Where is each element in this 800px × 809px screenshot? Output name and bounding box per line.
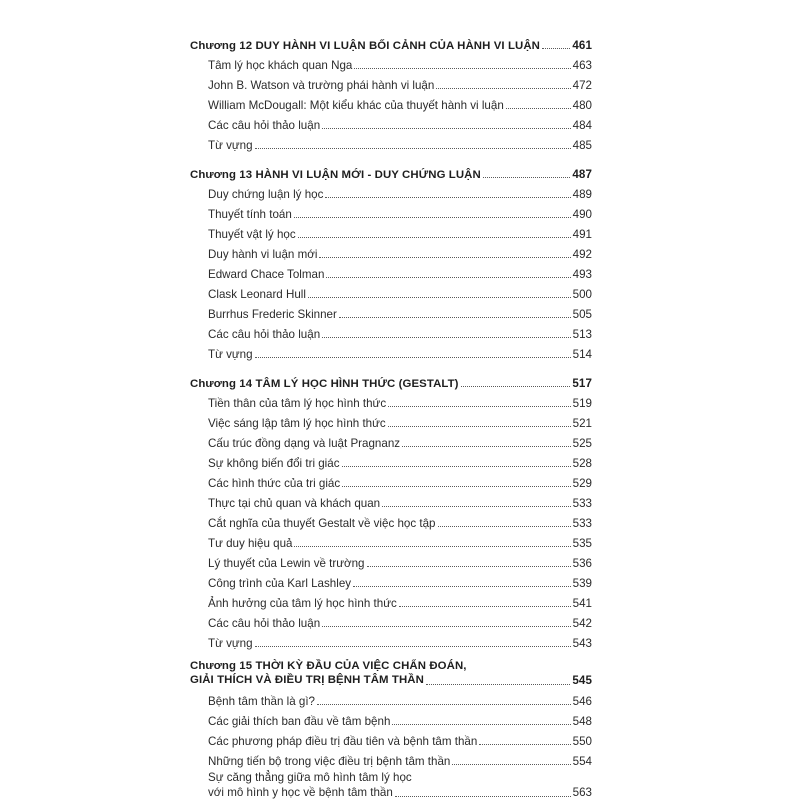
chapter-15	[190, 659, 592, 800]
entry-title: Edward Chace Tolman	[208, 268, 325, 281]
chapter-title: Chương 14 TÂM LÝ HỌC HÌNH THỨC (GESTALT)	[190, 378, 459, 390]
chapter-title: Chương 12 DUY HÀNH VI LUẬN BỐI CẢNH CỦA HÀNH VI LUẬN	[190, 40, 540, 52]
toc-entry	[208, 768, 592, 800]
toc-entry	[208, 570, 592, 590]
toc-entry	[208, 112, 592, 132]
leader-dots	[426, 684, 570, 685]
leader-dots	[479, 744, 570, 745]
leader-dots	[322, 337, 571, 338]
entry-page: 536	[572, 557, 592, 570]
toc-entry	[208, 301, 592, 321]
leader-dots	[353, 586, 571, 587]
entry-title: Tư duy hiệu quả	[208, 537, 293, 550]
entry-title: Các hình thức của tri giác	[208, 477, 341, 490]
entry-title: William McDougall: Một kiểu khác của thuyết hành vi luận	[208, 99, 504, 112]
entry-title: Thuyết tính toán	[208, 208, 292, 221]
leader-dots	[392, 724, 570, 725]
leader-dots	[325, 197, 570, 198]
leader-dots	[402, 446, 571, 447]
chapter-13	[190, 161, 592, 361]
leader-dots	[342, 466, 571, 467]
toc-entry	[208, 201, 592, 221]
entry-title: Cấu trúc đồng dạng và luật Pragnanz	[208, 437, 401, 450]
chapter-14	[190, 370, 592, 650]
leader-dots	[542, 48, 570, 49]
table-of-contents	[190, 32, 592, 809]
leader-dots	[354, 68, 570, 69]
entry-title: Tiền thân của tâm lý học hình thức	[208, 397, 387, 410]
entry-page: 480	[572, 99, 592, 112]
toc-entry	[208, 490, 592, 510]
toc-entry	[208, 708, 592, 728]
entry-title: Việc sáng lập tâm lý học hình thức	[208, 417, 386, 430]
entry-title: Các câu hỏi thảo luận	[208, 617, 321, 630]
toc-entry	[208, 450, 592, 470]
leader-dots	[388, 406, 571, 407]
toc-entry	[208, 590, 592, 610]
entry-page: 492	[572, 248, 592, 261]
leader-dots	[294, 217, 571, 218]
entry-page: 490	[572, 208, 592, 221]
entry-title: Thuyết vật lý học	[208, 228, 296, 241]
entry-page: 525	[572, 437, 592, 450]
entry-title: Sự không biến đổi tri giác	[208, 457, 340, 470]
chapter-title-line-2: GIẢI THÍCH VÀ ĐIỀU TRỊ BỆNH TÂM THẦN	[190, 674, 424, 686]
toc-entry	[208, 630, 592, 650]
entry-title: Duy chứng luận lý học	[208, 188, 324, 201]
toc-entry	[208, 72, 592, 92]
entry-page: 563	[572, 786, 592, 799]
leader-dots	[436, 88, 570, 89]
entry-page: 550	[572, 735, 592, 748]
leader-dots	[395, 796, 571, 797]
leader-dots	[339, 317, 571, 318]
entry-title: John B. Watson và trường phái hành vi luận	[208, 79, 435, 92]
chapter-12	[190, 32, 592, 152]
entry-page: 528	[572, 457, 592, 470]
entry-title: Cắt nghĩa của thuyết Gestalt về việc học tập	[208, 517, 436, 530]
entry-page: 484	[572, 119, 592, 132]
leader-dots	[308, 297, 571, 298]
toc-entry	[208, 281, 592, 301]
chapter-page: 517	[572, 377, 592, 390]
toc-entry	[208, 241, 592, 261]
toc-entry	[208, 321, 592, 341]
entry-page: 514	[572, 348, 592, 361]
entry-title: Clask Leonard Hull	[208, 288, 306, 301]
chapter-page: 545	[572, 674, 592, 687]
toc-entry	[208, 261, 592, 281]
entry-page: 548	[572, 715, 592, 728]
chapter-page: 461	[572, 39, 592, 52]
entry-title: Duy hành vi luận mới	[208, 248, 318, 261]
entry-page: 505	[572, 308, 592, 321]
entry-title: Công trình của Karl Lashley	[208, 577, 352, 590]
toc-entry	[208, 470, 592, 490]
toc-entry	[208, 341, 592, 361]
chapter-heading	[190, 32, 592, 52]
toc-entry	[208, 52, 592, 72]
toc-entry	[208, 390, 592, 410]
entry-title: Lý thuyết của Lewin về trường	[208, 557, 365, 570]
leader-dots	[388, 426, 571, 427]
chapter-heading	[190, 370, 592, 390]
leader-dots	[438, 526, 571, 527]
leader-dots	[483, 177, 571, 178]
toc-entry	[208, 181, 592, 201]
toc-entry	[208, 550, 592, 570]
entry-page: 533	[572, 517, 592, 530]
entry-page: 554	[572, 755, 592, 768]
toc-entry	[208, 748, 592, 768]
toc-entry	[208, 221, 592, 241]
leader-dots	[319, 257, 570, 258]
leader-dots	[399, 606, 571, 607]
chapter-heading	[190, 161, 592, 181]
entry-title: Các giải thích ban đầu về tâm bệnh	[208, 715, 391, 728]
toc-entry	[208, 430, 592, 450]
entry-page: 542	[572, 617, 592, 630]
entry-page: 485	[572, 139, 592, 152]
leader-dots	[452, 764, 570, 765]
toc-entry	[208, 610, 592, 630]
leader-dots	[342, 486, 571, 487]
entry-title: Bệnh tâm thần là gì?	[208, 695, 315, 708]
leader-dots	[506, 108, 571, 109]
toc-entry	[208, 510, 592, 530]
entry-page: 535	[572, 537, 592, 550]
entry-title: Từ vựng	[208, 139, 253, 152]
entry-page: 529	[572, 477, 592, 490]
entry-page: 519	[572, 397, 592, 410]
entry-page: 489	[572, 188, 592, 201]
chapter-heading	[190, 659, 592, 688]
leader-dots	[298, 237, 571, 238]
chapter-page: 487	[572, 168, 592, 181]
entry-title: Thực tại chủ quan và khách quan	[208, 497, 381, 510]
entry-title: Những tiến bộ trong việc điều trị bệnh tâm thần	[208, 755, 451, 768]
entry-title-line-1: Sự căng thẳng giữa mô hình tâm lý học	[208, 771, 412, 784]
entry-title: Từ vựng	[208, 637, 253, 650]
entry-title-line-2: với mô hình y học về bệnh tâm thần	[208, 786, 393, 799]
entry-page: 500	[572, 288, 592, 301]
chapter-title: Chương 13 HÀNH VI LUẬN MỚI - DUY CHỨNG LUẬN	[190, 169, 481, 181]
entry-page: 463	[572, 59, 592, 72]
leader-dots	[322, 128, 571, 129]
entry-title: Tâm lý học khách quan Nga	[208, 59, 353, 72]
entry-page: 513	[572, 328, 592, 341]
entry-title: Các phương pháp điều trị đầu tiên và bệnh tâm thần	[208, 735, 478, 748]
leader-dots	[382, 506, 571, 507]
entry-title: Từ vựng	[208, 348, 253, 361]
entry-page: 539	[572, 577, 592, 590]
entry-page: 533	[572, 497, 592, 510]
entry-page: 521	[572, 417, 592, 430]
leader-dots	[322, 626, 571, 627]
entry-title: Ảnh hưởng của tâm lý học hình thức	[208, 597, 397, 610]
toc-entry	[208, 530, 592, 550]
toc-entry	[208, 92, 592, 112]
entry-page: 546	[572, 695, 592, 708]
leader-dots	[367, 566, 571, 567]
leader-dots	[255, 148, 571, 149]
toc-entry	[208, 132, 592, 152]
toc-entry	[208, 728, 592, 748]
entry-title: Các câu hỏi thảo luận	[208, 328, 321, 341]
toc-entry	[208, 410, 592, 430]
leader-dots	[294, 546, 570, 547]
leader-dots	[255, 357, 571, 358]
entry-page: 491	[572, 228, 592, 241]
leader-dots	[317, 704, 571, 705]
toc-entry	[208, 688, 592, 708]
entry-title: Burrhus Frederic Skinner	[208, 308, 337, 321]
entry-page: 543	[572, 637, 592, 650]
leader-dots	[461, 386, 571, 387]
entry-page: 541	[572, 597, 592, 610]
chapter-title-line-1: Chương 15 THỜI KỲ ĐẦU CỦA VIỆC CHẨN ĐOÁN,	[190, 660, 467, 672]
leader-dots	[326, 277, 570, 278]
entry-page: 472	[572, 79, 592, 92]
leader-dots	[255, 646, 571, 647]
entry-title: Các câu hỏi thảo luận	[208, 119, 321, 132]
entry-page: 493	[572, 268, 592, 281]
